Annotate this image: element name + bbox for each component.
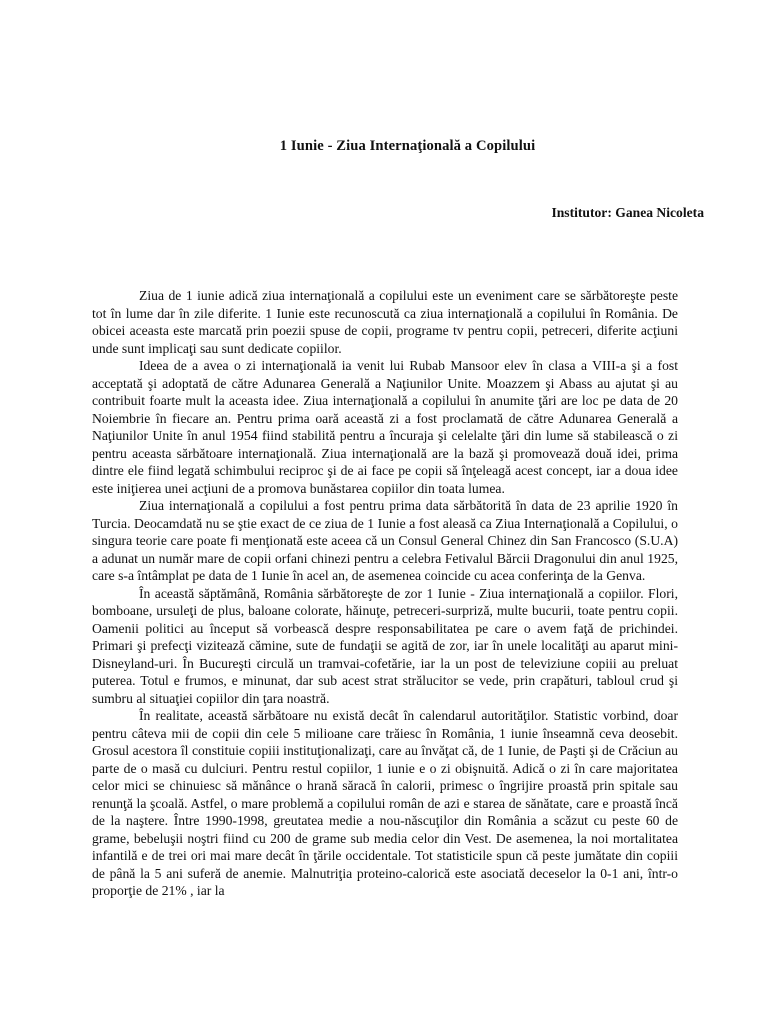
author-line: Institutor: Ganea Nicoleta (551, 205, 704, 220)
document-title: 1 Iunie - Ziua Internaţională a Copilului (279, 138, 536, 154)
paragraph: În realitate, această sărbătoare nu există decât în calendarul autorităţilor. Statistic vorbind, doar pentru câteva mii de copii din cele 5 milioane care trăiesc în România, 1 iunie înseamnă ceva deosebit. Grosul acestora îl constituie copiii instituţionalizaţi, care au învăţat că, de 1 Iunie, de Paşti şi de Crăciun au parte de o masă cu dulciuri. Pentru restul copiilor, 1 iunie e o zi obişnuită. Adică o zi în care majoritatea celor mici se chinuiesc să mănânce o hrană săracă în calorii, primesc o îngrijire proastă prin spitale sau renunţă la şcoală. Astfel, o mare problemă a copilului român de azi e starea de sănătate, care e proastă încă de la naştere. Între 1990-1998, greutatea medie a nou-născuţilor din România a scăzut cu peste 60 de grame, bebeluşii noştri fiind cu 200 de grame sub media celor din Vest. De asemenea, la noi mortalitatea infantilă e de trei ori mai mare decât în ţările occidentale. Tot statisticile spun că peste jumătate din copiii de până la 5 ani suferă de anemie. Malnutriţia proteino-calorică este asociată deceselor la 0-1 ani, într-o proporţie de 21% , iar la (92, 708, 678, 898)
paragraph: Ideea de a avea o zi internaţională ia venit lui Rubab Mansoor elev în clasa a VIII-a şi a fost acceptată şi adoptată de către Adunarea Generală a Naţiunilor Unite. Moazzem şi Abass au ajutat şi au contribuit foarte mult la aceasta idee. Ziua internaţională a copilului în anumite ţări are loc pe data de 20 Noiembrie în fiecare an. Pentru prima oară această zi a fost proclamată de către Adunarea Generală a Naţiunilor Unite în anul 1954 fiind stabilită pentru a încuraja şi celelalte ţări din lume să stabilească o zi pentru aceasta sărbătoare internaţională. Ziua internaţională are la bază şi promovează două idei, prima dintre ele fiind legată schimbului reciproc şi de ai face pe copii să înţeleagă acest concept, iar a doua idee este iniţierea unei acţiuni de a promova bunăstarea copiilor din toata lumea. (92, 358, 678, 496)
paragraph: Ziua internaţională a copilului a fost pentru prima data sărbătorită în data de 23 aprilie 1920 în Turcia. Deocamdată nu se ştie exact de ce ziua de 1 Iunie a fost aleasă ca Ziua Internaţională a Copilului, o singura teorie care poate fi menţionată este aceea că un Consul General Chinez din San Francosco (S.U.A) a adunat un număr mare de copii orfani chinezi pentru a celebra Fetivalul Bărcii Dragonului din anul 1925, care s-a întâmplat pe data de 1 Iunie în acel an, de asemenea coincide cu acea conferinţa de la Genva. (92, 498, 678, 583)
paragraph: În această săptămână, România sărbătoreşte de zor 1 Iunie - Ziua internaţională a copiilor. Flori, bomboane, ursuleţi de plus, baloane colorate, hăinuţe, petreceri-surpriză, multe bucurii, toate pentru copii. Oamenii politici au început să vorbească despre responsabilitatea pe care o avem faţă de prichindei. Primari şi prefecţi vizitează cămine, sute de fundaţii se agită de zor, iar în unele localităţi au aparut mini-Disneyland-uri. În Bucureşti circulă un tramvai-cofetărie, iar la un post de televiziune copiii au preluat puterea. Totul e frumos, e minunat, dar sub acest strat strălucitor se vede, prin crapături, tabloul crud şi sumbru al situaţiei copiilor din ţara noastră. (92, 585, 678, 706)
document-body (92, 287, 678, 900)
paragraph: Ziua de 1 iunie adică ziua internaţională a copilului este un eveniment care se sărbătoreşte peste tot în lume dar în zile diferite. 1 Iunie este recunoscută ca ziua internaţională a copilului în România. De obicei aceasta este marcată prin poezii spuse de copii, programe tv pentru copii, petreceri, diferite acţiuni unde sunt implicaţi sau sunt dedicate copiilor. (92, 288, 678, 356)
